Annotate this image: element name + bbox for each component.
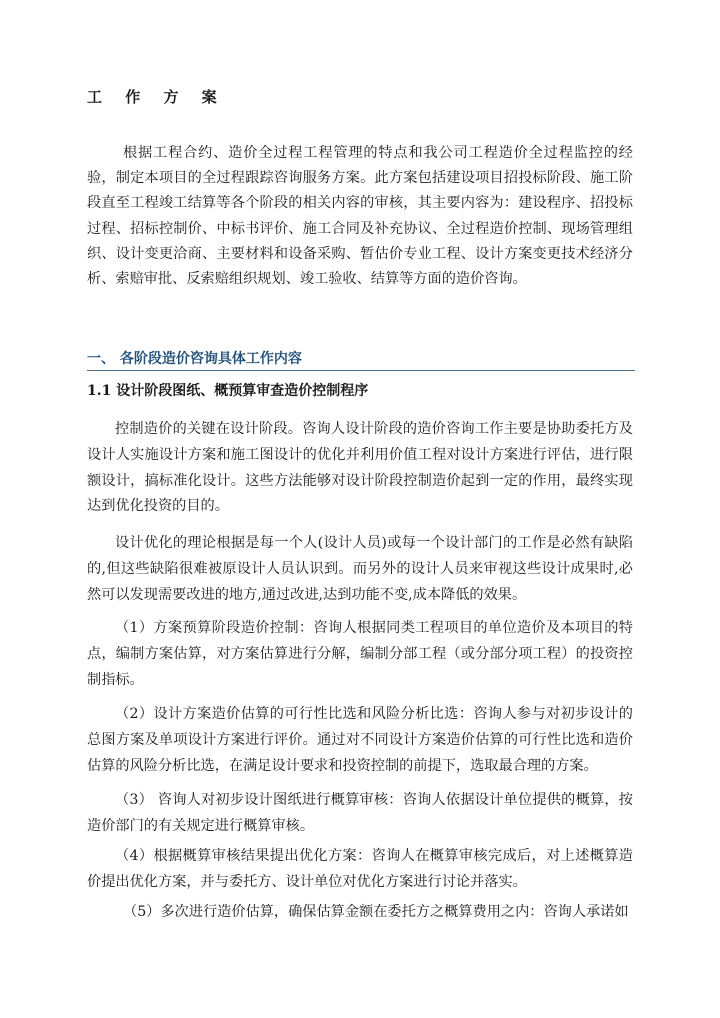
subsection-heading: 1.1 设计阶段图纸、概预算审查造价控制程序 <box>87 383 369 399</box>
list-paragraph: （5）多次进行造价估算，确保估算金额在委托方之概算费用之内：咨询人承诺如 <box>123 904 629 920</box>
list-paragraph: （3） 咨询人对初步设计图纸进行概算审核：咨询人依据设计单位提供的概算，按造价部门的有关规定进行概算审核。 <box>87 792 633 834</box>
list-paragraph: （4）根据概算审核结果提出优化方案：咨询人在概算审核完成后，对上述概算造价提出优化方案，并与委托方、设计单位对优化方案进行讨论并落实。 <box>87 848 633 890</box>
document-title: 工 作 方 案 <box>87 88 226 106</box>
body-paragraph: 控制造价的关键在设计阶段。咨询人设计阶段的造价咨询工作主要是协助委托方及设计人实施设计方案和施工图设计的优化并利用价值工程对设计方案进行评估，进行限额设计，搞标准化设计。这些方法能够对设计阶段控制造价起到一定的作用，最终实现达到优化投资的目的。 <box>87 421 633 515</box>
section-heading: 一、 各阶段造价咨询具体工作内容 <box>87 351 302 367</box>
list-paragraph: （2）设计方案造价估算的可行性比选和风险分析比选：咨询人参与对初步设计的总图方案及单项设计方案进行评价。通过对不同设计方案造价估算的可行性比选和造价估算的风险分析比选，在满足设计要求和投资控制的前提下，选取最合理的方案。 <box>87 706 633 774</box>
body-paragraph: 设计优化的理论根据是每一个人(设计人员)或每一个设计部门的工作是必然有缺陷的,但这些缺陷很难被原设计人员认识到。而另外的设计人员来审视这些设计成果时,必然可以发现需要改进的地方,通过改进,达到功能不变,成本降低的效果。 <box>87 535 633 603</box>
section-heading-block <box>87 346 635 371</box>
intro-paragraph: 根据工程合约、造价全过程工程管理的特点和我公司工程造价全过程监控的经验，制定本项目的全过程跟踪咨询服务方案。此方案包括建设项目招投标阶段、施工阶段直至工程竣工结算等各个阶段的相关内容的审核，其主要内容为：建设程序、招投标过程、招标控制价、中标书评价、施工合同及补充协议、全过程造价控制、现场管理组织、设计变更洽商、主要材料和设备采购、暂估价专业工程、设计方案变更技术经济分析、索赔审批、反索赔组织规划、竣工验收、结算等方面的造价咨询。 <box>87 145 633 288</box>
list-paragraph: （1）方案预算阶段造价控制：咨询人根据同类工程项目的单位造价及本项目的特点，编制方案估算，对方案估算进行分解，编制分部工程（或分部分项工程）的投资控制指标。 <box>87 620 633 688</box>
